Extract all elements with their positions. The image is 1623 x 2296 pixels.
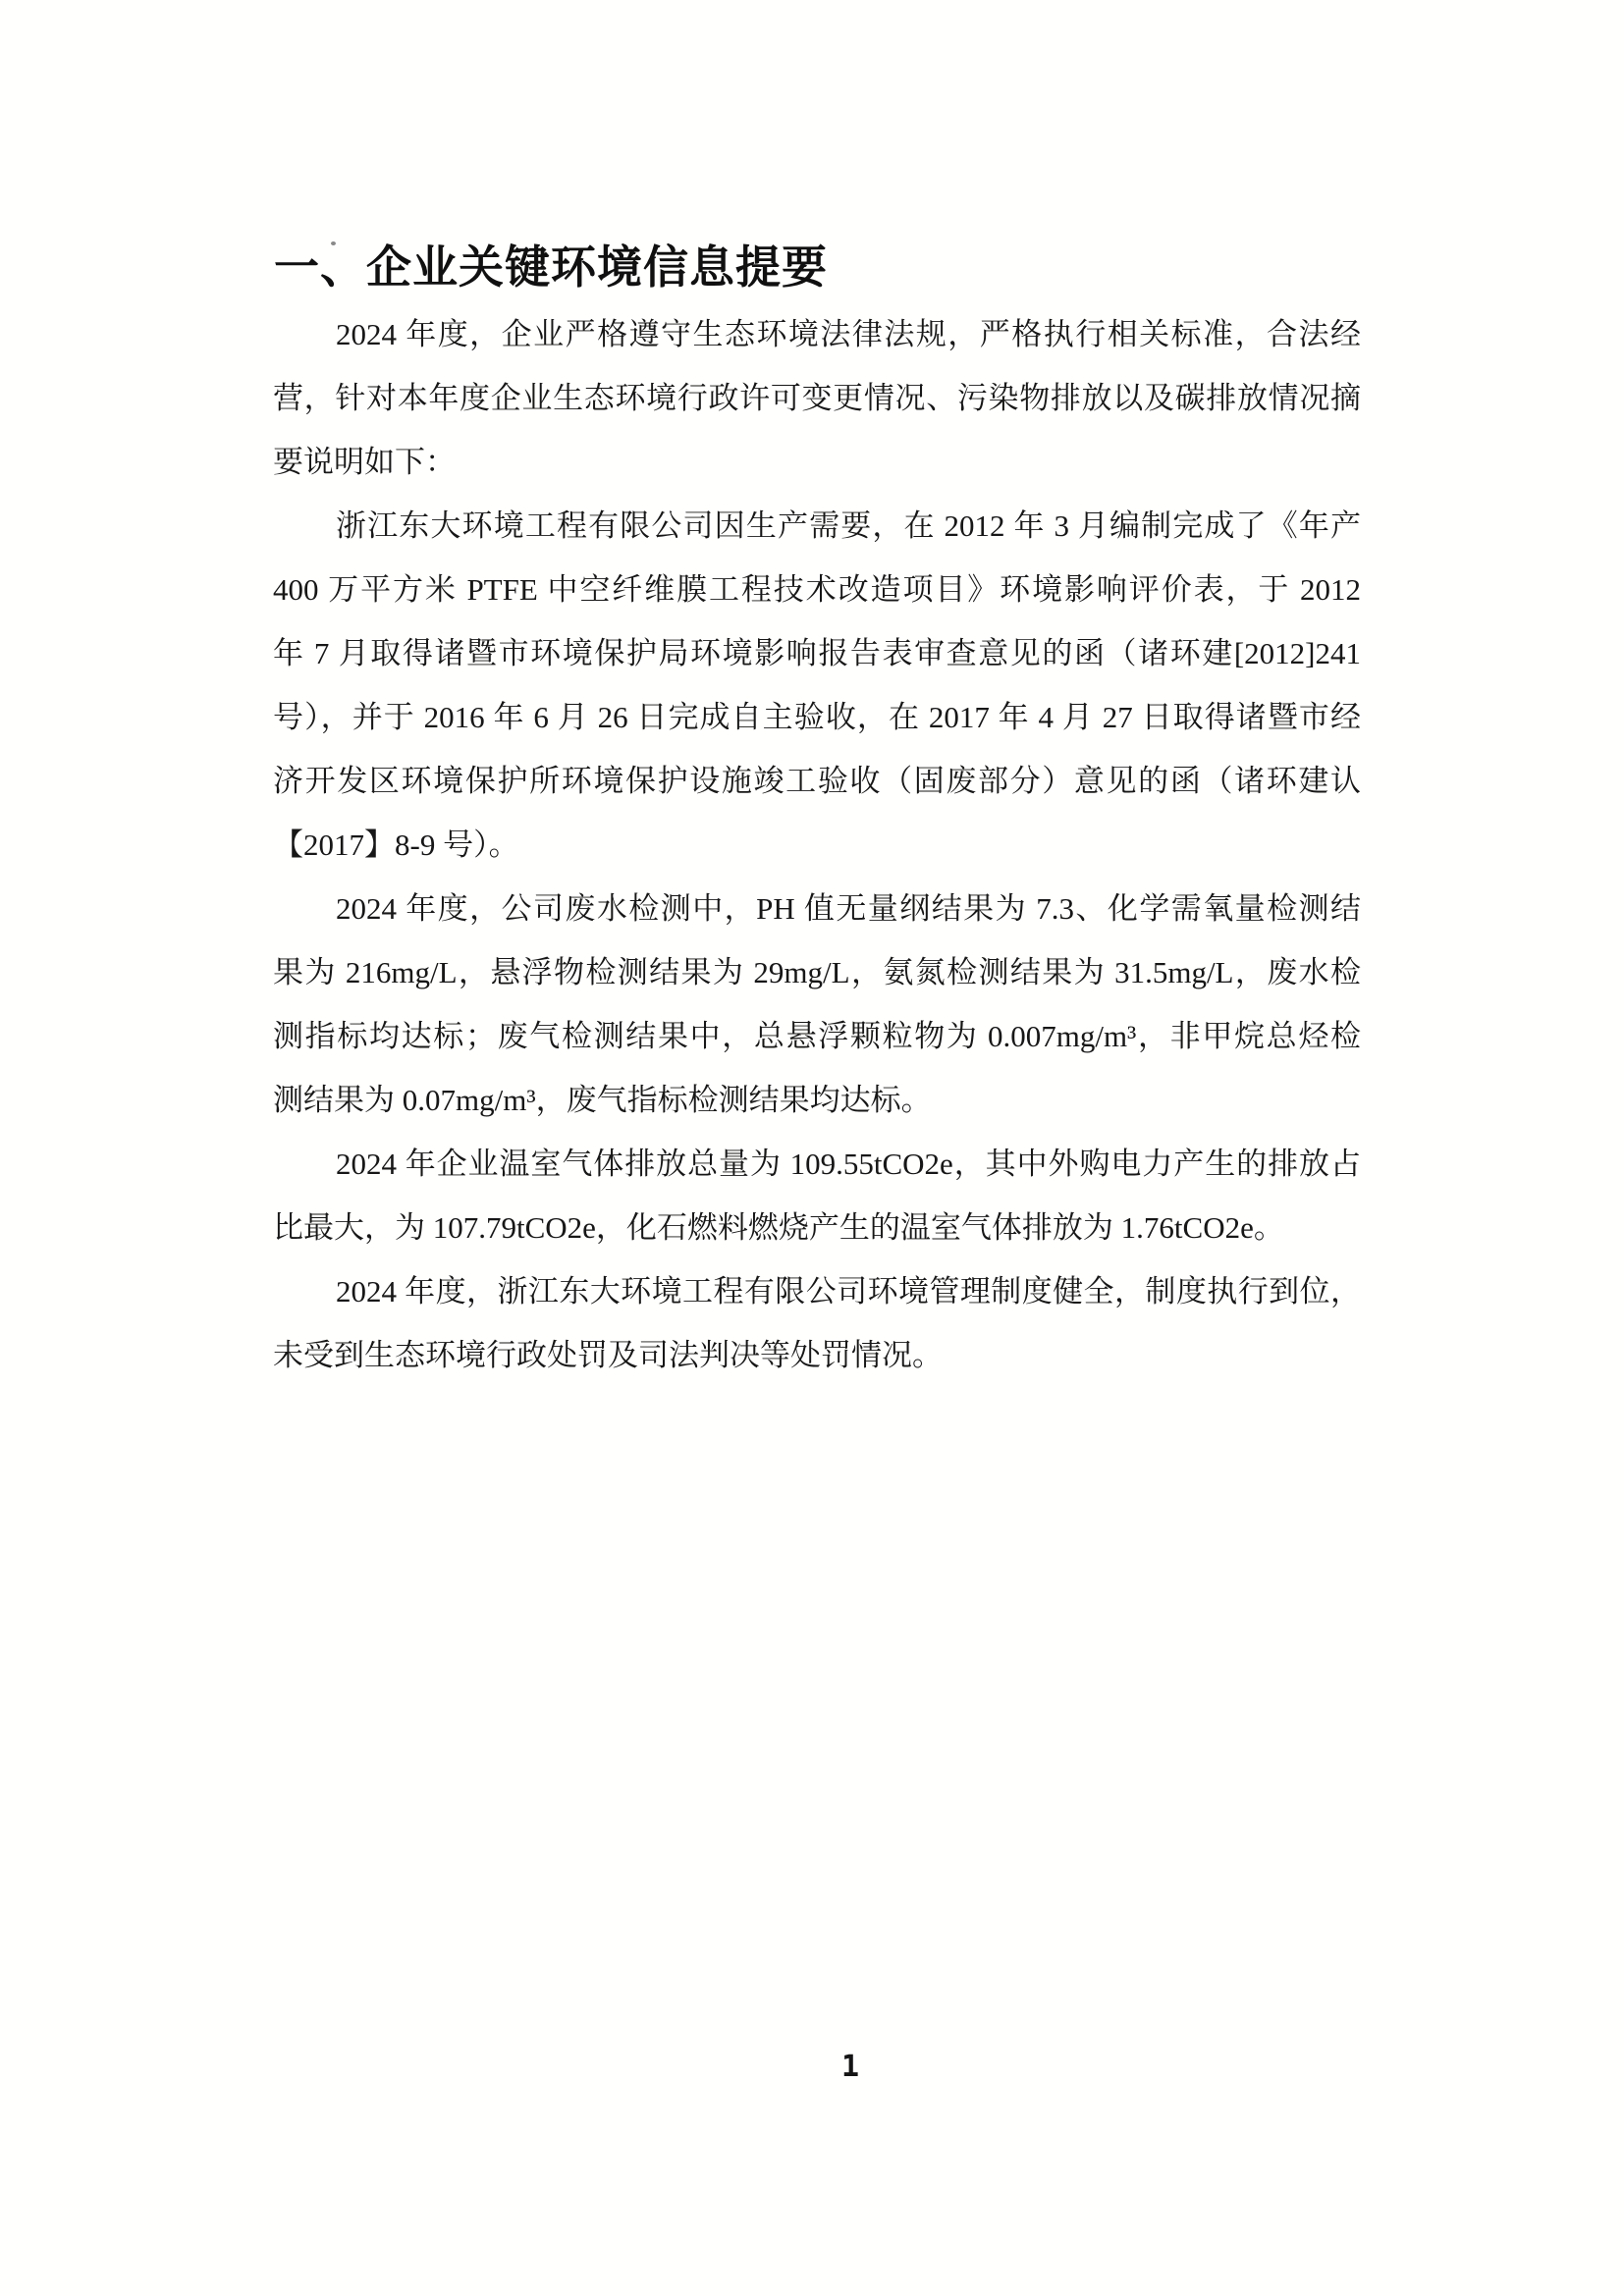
body-line: 浙江东大环境工程有限公司因生产需要，在 2012 年 3 月编制完成了《年产 xyxy=(336,508,1361,543)
body-line: 要说明如下： xyxy=(273,445,456,479)
document-body xyxy=(273,302,1361,1387)
body-line: 测结果为 0.07mg/m³，废气指标检测结果均达标。 xyxy=(273,1083,932,1117)
body-line: 【2017】8-9 号）。 xyxy=(273,828,519,862)
body-line: 2024 年度，企业严格遵守生态环境法律法规，严格执行相关标准，合法经 xyxy=(336,317,1361,351)
body-line: 号），并于 2016 年 6 月 26 日完成自主验收，在 2017 年 4 月 27 日取得诸暨市经 xyxy=(273,700,1361,734)
body-line: 年 7 月取得诸暨市环境保护局环境影响报告表审查意见的函（诸环建[2012]241 xyxy=(273,636,1361,670)
section-title: 一、企业关键环境信息提要 xyxy=(274,242,828,293)
body-line: 2024 年企业温室气体排放总量为 109.55tCO2e，其中外购电力产生的排放占 xyxy=(336,1147,1361,1181)
body-line: 2024 年度，公司废水检测中，PH 值无量纲结果为 7.3、化学需氧量检测结 xyxy=(336,891,1361,926)
body-line: 营，针对本年度企业生态环境行政许可变更情况、污染物排放以及碳排放情况摘 xyxy=(273,381,1361,415)
body-line: 测指标均达标；废气检测结果中，总悬浮颗粒物为 0.007mg/m³，非甲烷总烃检 xyxy=(273,1019,1361,1053)
body-line: 济开发区环境保护所环境保护设施竣工验收（固废部分）意见的函（诸环建认 xyxy=(273,764,1361,798)
page-number: 1 xyxy=(840,2050,860,2084)
body-line: 400 万平方米 PTFE 中空纤维膜工程技术改造项目》环境影响评价表，于 2012 xyxy=(273,572,1361,607)
body-line: 2024 年度，浙江东大环境工程有限公司环境管理制度健全，制度执行到位， xyxy=(336,1274,1361,1308)
body-line: 未受到生态环境行政处罚及司法判决等处罚情况。 xyxy=(273,1338,943,1372)
body-line: 比最大，为 107.79tCO2e，化石燃料燃烧产生的温室气体排放为 1.76tCO2e。 xyxy=(273,1210,1284,1245)
body-line: 果为 216mg/L，悬浮物检测结果为 29mg/L，氨氮检测结果为 31.5mg/L，废水检 xyxy=(273,955,1361,989)
